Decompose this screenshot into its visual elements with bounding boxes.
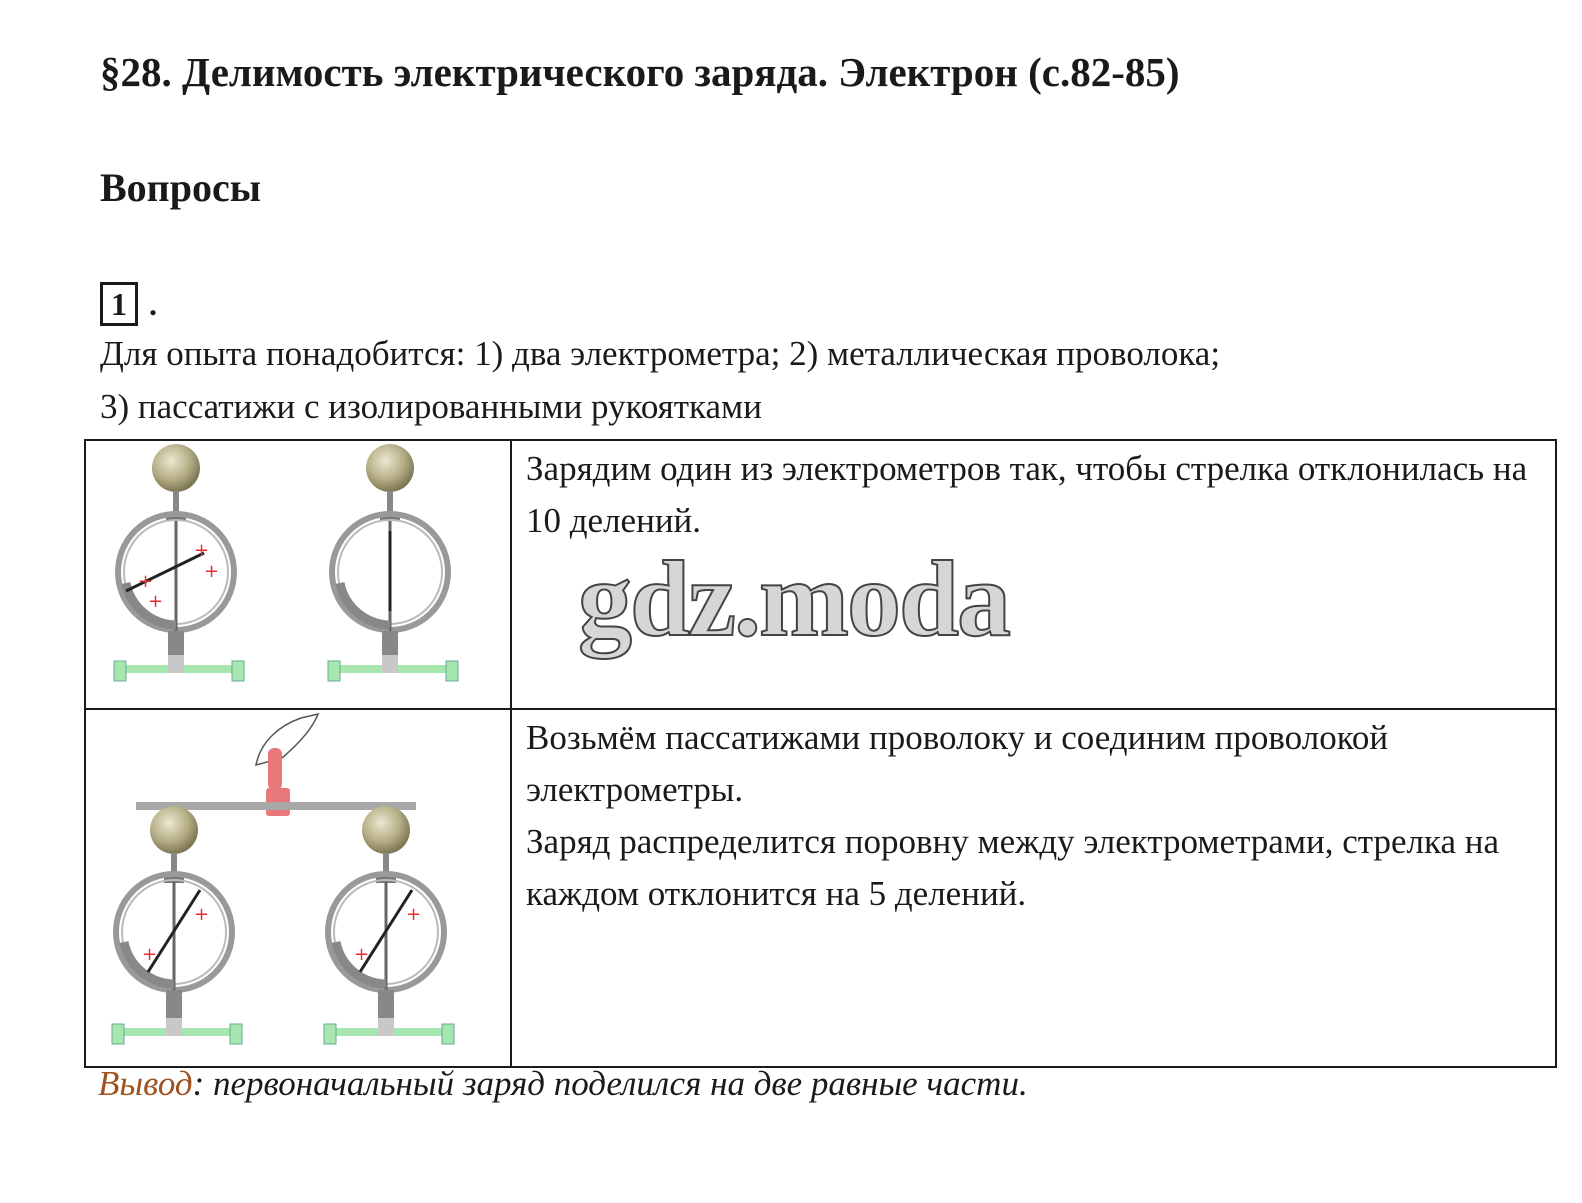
electrometer-left <box>112 806 242 1044</box>
electrometers-charged-figure <box>86 441 510 706</box>
question-number-box: 1 <box>100 282 138 326</box>
table-row <box>85 709 1556 1067</box>
electrometer-left <box>114 444 244 681</box>
conclusion <box>98 1064 1028 1104</box>
svg-text:+: + <box>194 540 210 561</box>
figure-cell <box>85 440 511 709</box>
svg-text:+: + <box>406 904 422 925</box>
experiment-table <box>84 439 1557 1068</box>
electrometer-right <box>324 806 454 1044</box>
figure-cell <box>85 709 511 1067</box>
conclusion-label: Вывод <box>98 1064 193 1103</box>
watermark: gdz.moda <box>578 540 1010 659</box>
svg-text:+: + <box>204 561 220 582</box>
question-number-dot: . <box>149 286 157 322</box>
step-2-text-a: Возьмём пассатижами проволоку и соединим проволокой электрометры. <box>526 718 1389 809</box>
section-heading: Вопросы <box>100 165 261 210</box>
step-1-text: Зарядим один из электрометров так, чтобы стрелка отклонилась на 10 делений. <box>526 449 1528 540</box>
svg-text:+: + <box>138 571 154 592</box>
pliers-hand <box>256 714 318 816</box>
conclusion-text: : первоначальный заряд поделился на две равные части. <box>192 1064 1028 1103</box>
svg-text:+: + <box>142 944 158 965</box>
electrometers-connected-figure <box>86 710 510 1064</box>
svg-text:+: + <box>194 904 210 925</box>
svg-text:+: + <box>148 591 164 612</box>
intro-line-2: 3) пассатижи с изолированными рукоятками <box>100 387 762 426</box>
page-title: §28. Делимость электрического заряда. Электрон (с.82-85) <box>100 49 1180 95</box>
electrometer-right <box>328 444 458 681</box>
intro-line-1: Для опыта понадобится: 1) два электрометра; 2) металлическая проволока; <box>100 334 1221 373</box>
step-text-cell <box>511 709 1556 1067</box>
step-2-text-b: Заряд распределится поровну между электрометрами, стрелка на каждом отклонится на 5 делений. <box>526 822 1499 913</box>
svg-text:+: + <box>354 944 370 965</box>
charge-marks <box>138 540 219 612</box>
